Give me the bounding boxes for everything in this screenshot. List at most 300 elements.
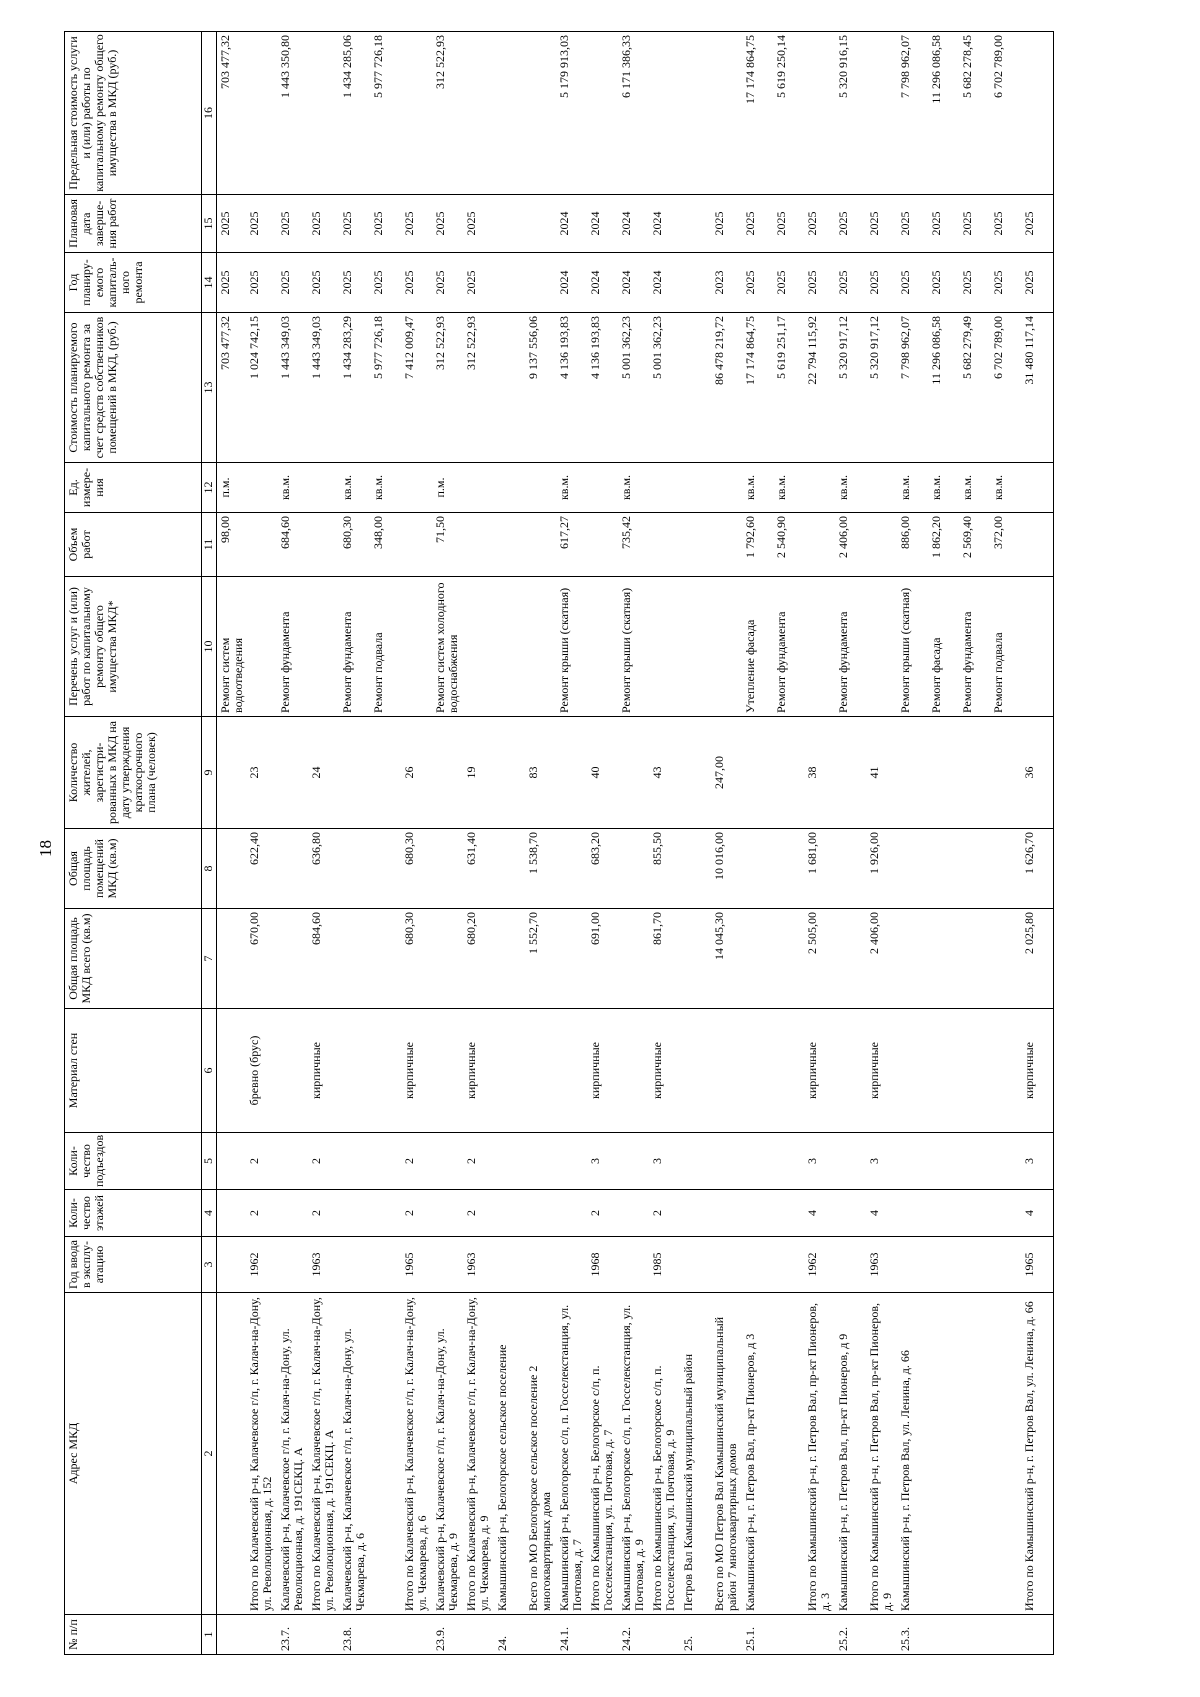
table-row (248, 32, 279, 1655)
column-number: 11 (202, 513, 217, 577)
table-cell: 1 926,00 (868, 829, 899, 909)
table-cell: 2025 (868, 195, 899, 253)
table-cell: 1 792,60 (744, 513, 775, 577)
table-cell: 312 522,93 (465, 313, 496, 463)
table-cell: 5 320 917,12 (868, 313, 899, 463)
table-cell: 1963 (868, 1237, 899, 1293)
table-cell: 43 (651, 717, 682, 829)
table-cell: 24.1. (558, 1615, 589, 1655)
table-row (341, 32, 372, 1655)
table-cell: 2 406,00 (837, 513, 868, 577)
table-cell: Камышинский р-н, Белогорское с/п, п. Госселекстанция, ул. Почтовая, д. 9 (620, 1293, 651, 1615)
table-cell (558, 1237, 589, 1293)
table-cell (899, 1133, 930, 1190)
table-cell: 680,20 (465, 909, 496, 1009)
table-cell (744, 829, 775, 909)
table-cell: 5 179 913,03 (558, 32, 589, 195)
table-cell: 735,42 (620, 513, 651, 577)
column-number: 2 (202, 1293, 217, 1615)
table-cell: Ремонт крыши (скатная) (620, 577, 651, 717)
table-cell: 2025 (279, 253, 310, 313)
table-cell: 2025 (899, 253, 930, 313)
table-cell (527, 253, 558, 313)
table-cell: 2025 (403, 253, 434, 313)
table-cell (217, 829, 248, 909)
table-cell: 2024 (620, 195, 651, 253)
table-cell: 24.2. (620, 1615, 651, 1655)
table-cell: 5 320 917,12 (837, 313, 868, 463)
table-cell: 2 (651, 1190, 682, 1237)
table-cell: 2 505,00 (806, 909, 837, 1009)
table-cell: кв.м. (775, 463, 806, 513)
table-cell: 25. (682, 1615, 713, 1655)
table-cell: 680,30 (403, 829, 434, 909)
header-row (65, 32, 202, 1655)
table-cell (496, 829, 527, 909)
table-cell (682, 829, 713, 909)
table-cell (899, 1009, 930, 1133)
column-header: Год ввода в эксплу-атацию (65, 1237, 202, 1293)
column-number: 6 (202, 1009, 217, 1133)
table-row (1023, 32, 1054, 1655)
table-cell: 2025 (837, 253, 868, 313)
table-cell: кв.м. (279, 463, 310, 513)
table-cell: 1963 (310, 1237, 341, 1293)
table-cell (713, 463, 744, 513)
table-row (806, 32, 837, 1655)
table-cell: 31 480 117,14 (1023, 313, 1054, 463)
table-cell (961, 1190, 992, 1237)
table-cell (1023, 32, 1054, 195)
table-row (372, 32, 403, 1655)
table-cell: 684,60 (279, 513, 310, 577)
table-cell (217, 717, 248, 829)
table-row (310, 32, 341, 1655)
table-row (620, 32, 651, 1655)
table-cell (217, 1615, 248, 1655)
table-cell: кв.м. (372, 463, 403, 513)
table-cell: кирпичные (651, 1009, 682, 1133)
table-cell (558, 1133, 589, 1190)
table-cell: кирпичные (806, 1009, 837, 1133)
table-cell: 5 682 279,49 (961, 313, 992, 463)
table-cell (248, 577, 279, 717)
table-cell (930, 1237, 961, 1293)
table-cell: Итого по Камышинский р-н, г. Петров Вал, ул. Ленина, д. 66 (1023, 1293, 1054, 1615)
table-cell: 23.9. (434, 1615, 465, 1655)
table-row (992, 32, 1023, 1655)
table-cell: 2025 (1023, 195, 1054, 253)
table-cell: Всего по МО Белогорское сельское поселение 2 многоквартирных дома (527, 1293, 558, 1615)
table-cell: Итого по Камышинский р-н, г. Петров Вал, пр-кт Пионеров, д. 9 (868, 1293, 899, 1615)
table-cell (992, 909, 1023, 1009)
table-cell (372, 829, 403, 909)
table-cell (651, 463, 682, 513)
table-cell (558, 1009, 589, 1133)
table-cell (217, 1133, 248, 1190)
column-header: Плановая дата заверше-ния работ (65, 195, 202, 253)
table-cell: 24 (310, 717, 341, 829)
table-cell (992, 717, 1023, 829)
column-header: Перечень услуг и (или) работ по капитальному ремонту общего имущества МКД* (65, 577, 202, 717)
table-cell (930, 1009, 961, 1133)
table-cell: 26 (403, 717, 434, 829)
table-cell: 1962 (248, 1237, 279, 1293)
table-cell: 1 443 350,80 (279, 32, 310, 195)
column-header: Коли-чество этажей (65, 1190, 202, 1237)
page-number: 18 (36, 840, 55, 857)
table-cell (992, 1009, 1023, 1133)
table-cell: 40 (589, 717, 620, 829)
table-cell: Ремонт фундамента (961, 577, 992, 717)
table-row (496, 32, 527, 1655)
table-cell: 2025 (434, 195, 465, 253)
table-cell: 2025 (775, 253, 806, 313)
table-cell: 2025 (403, 195, 434, 253)
table-cell: Ремонт подвала (372, 577, 403, 717)
table-cell: 5 001 362,23 (620, 313, 651, 463)
table-cell: 1 434 285,06 (341, 32, 372, 195)
table-cell: 5 977 726,18 (372, 313, 403, 463)
table-cell: 23.7. (279, 1615, 310, 1655)
table-cell: 2 (403, 1133, 434, 1190)
table-cell: 2025 (713, 195, 744, 253)
table-cell (899, 909, 930, 1009)
table-cell (868, 1615, 899, 1655)
table-cell: 98,00 (217, 513, 248, 577)
table-cell (1023, 463, 1054, 513)
table-cell: 7 798 962,07 (899, 313, 930, 463)
table-cell (930, 909, 961, 1009)
column-number: 1 (202, 1615, 217, 1655)
table-cell (341, 1133, 372, 1190)
column-header: Материал стен (65, 1009, 202, 1133)
table-cell: 855,50 (651, 829, 682, 909)
table-cell (620, 829, 651, 909)
table-row (589, 32, 620, 1655)
table-cell: 2025 (961, 195, 992, 253)
table-cell (961, 829, 992, 909)
table-cell: 1 443 349,03 (310, 313, 341, 463)
table-cell (372, 1009, 403, 1133)
table-cell: 312 522,93 (434, 313, 465, 463)
table-cell (434, 1190, 465, 1237)
table-cell (465, 1615, 496, 1655)
table-cell: 2025 (465, 253, 496, 313)
table-cell: 2 569,40 (961, 513, 992, 577)
table-cell (713, 32, 744, 195)
table-cell (682, 253, 713, 313)
table-cell: 1965 (403, 1237, 434, 1293)
table-cell (682, 717, 713, 829)
table-cell: 1962 (806, 1237, 837, 1293)
table-cell: Итого по Камышинский р-н, г. Петров Вал, пр-кт Пионеров, д. 3 (806, 1293, 837, 1615)
table-cell (527, 1190, 558, 1237)
table-cell: 2025 (217, 195, 248, 253)
table-cell (899, 829, 930, 909)
table-cell: кирпичные (310, 1009, 341, 1133)
table-row (558, 32, 589, 1655)
table-cell (310, 463, 341, 513)
table-cell (682, 195, 713, 253)
table-cell: Итого по Камышинский р-н, Белогорское с/п, п. Госселекстанция, ул. Почтовая, д. 7 (589, 1293, 620, 1615)
table-cell (341, 909, 372, 1009)
table-cell (620, 1133, 651, 1190)
table-cell: 41 (868, 717, 899, 829)
table-cell: 2023 (713, 253, 744, 313)
column-number: 12 (202, 463, 217, 513)
table-cell: 2025 (775, 195, 806, 253)
table-cell: Утепление фасада (744, 577, 775, 717)
table-cell: 2024 (589, 253, 620, 313)
table-cell (279, 1133, 310, 1190)
table-cell (992, 829, 1023, 909)
table-cell: 6 702 789,00 (992, 32, 1023, 195)
column-number: 13 (202, 313, 217, 463)
table-cell: 312 522,93 (434, 32, 465, 195)
table-cell (496, 253, 527, 313)
table-cell: 2025 (248, 195, 279, 253)
table-cell (806, 1615, 837, 1655)
column-number: 3 (202, 1237, 217, 1293)
table-cell (992, 1133, 1023, 1190)
table-cell (930, 717, 961, 829)
column-header: Объем работ (65, 513, 202, 577)
table-cell: 2025 (372, 253, 403, 313)
table-cell (713, 1133, 744, 1190)
table-cell: Итого по Камышинский р-н, Белогорское с/п, п. Госселекстанция, ул. Почтовая, д. 9 (651, 1293, 682, 1615)
table-cell (651, 513, 682, 577)
table-cell (403, 463, 434, 513)
table-cell (496, 577, 527, 717)
table-cell (527, 1615, 558, 1655)
table-cell (620, 1237, 651, 1293)
table-cell: п.м. (217, 463, 248, 513)
table-cell (930, 1615, 961, 1655)
table-cell (744, 1190, 775, 1237)
table-cell (682, 909, 713, 1009)
table-cell: Калачевский р-н, Калачевское г/п, г. Калач-на-Дону, ул. Чекмарева, д. 6 (341, 1293, 372, 1615)
table-cell: кв.м. (837, 463, 868, 513)
table-cell (744, 717, 775, 829)
table-cell (310, 32, 341, 195)
table-cell: Ремонт крыши (скатная) (558, 577, 589, 717)
table-cell: 3 (651, 1133, 682, 1190)
table-cell (558, 1190, 589, 1237)
table-cell: Итого по Калачевский р-н, Калачевское г/п, г. Калач-на-Дону, ул. Чекмарева, д. 9 (465, 1293, 496, 1615)
table-cell (496, 1237, 527, 1293)
table-row (868, 32, 899, 1655)
table-cell (465, 513, 496, 577)
table-cell: 24. (496, 1615, 527, 1655)
table-cell (527, 195, 558, 253)
table-cell (992, 1615, 1023, 1655)
table-cell (341, 1190, 372, 1237)
table-cell (775, 1293, 806, 1615)
table-cell: кв.м. (992, 463, 1023, 513)
table-cell (992, 1293, 1023, 1615)
table-row (279, 32, 310, 1655)
table-cell: 2025 (992, 195, 1023, 253)
table-cell (961, 1237, 992, 1293)
table-cell (279, 1237, 310, 1293)
table-cell (899, 717, 930, 829)
table-cell: 23.8. (341, 1615, 372, 1655)
table-row (713, 32, 744, 1655)
table-cell (837, 829, 868, 909)
table-cell (372, 1133, 403, 1190)
table-cell (589, 577, 620, 717)
table-cell (806, 463, 837, 513)
table-cell (496, 463, 527, 513)
repair-plan-table (64, 31, 1054, 1655)
column-header: Предельная стоимость услуги и (или) работы по капитальному ремонту общего имущества в МКД (руб.) (65, 32, 202, 195)
table-cell: 2 540,90 (775, 513, 806, 577)
table-cell: Ремонт подвала (992, 577, 1023, 717)
column-header: Общая площадь помещений МКД (кв.м) (65, 829, 202, 909)
table-cell (279, 909, 310, 1009)
column-number: 4 (202, 1190, 217, 1237)
table-cell: Петров Вал Камышинский муниципальный район (682, 1293, 713, 1615)
column-header: Стоимость планируемого капитального ремонта за счет средств собственников помещений в МКД, (руб.) (65, 313, 202, 463)
table-cell (713, 1190, 744, 1237)
table-cell: Ремонт фундамента (775, 577, 806, 717)
table-cell (651, 32, 682, 195)
table-cell: кв.м. (558, 463, 589, 513)
table-cell: 19 (465, 717, 496, 829)
table-cell: 25.2. (837, 1615, 868, 1655)
table-row (434, 32, 465, 1655)
table-cell: 622,40 (248, 829, 279, 909)
table-row (651, 32, 682, 1655)
table-cell: 2025 (465, 195, 496, 253)
table-cell: бревно (брус) (248, 1009, 279, 1133)
table-cell (713, 1009, 744, 1133)
table-cell (496, 513, 527, 577)
table-cell (837, 1190, 868, 1237)
table-cell (310, 513, 341, 577)
table-cell: кв.м. (744, 463, 775, 513)
table-cell: 6 702 789,00 (992, 313, 1023, 463)
table-cell: 2025 (744, 253, 775, 313)
table-cell: 2025 (217, 253, 248, 313)
table-cell (682, 577, 713, 717)
table-cell (682, 1237, 713, 1293)
table-cell (682, 463, 713, 513)
table-cell: 1963 (465, 1237, 496, 1293)
table-cell (372, 909, 403, 1009)
table-cell: 38 (806, 717, 837, 829)
table-cell: 2 406,00 (868, 909, 899, 1009)
table-cell: 5 977 726,18 (372, 32, 403, 195)
table-cell (651, 577, 682, 717)
table-cell (496, 1009, 527, 1133)
table-cell (279, 1190, 310, 1237)
table-cell: 2024 (558, 195, 589, 253)
table-cell (775, 717, 806, 829)
table-cell: 25.1. (744, 1615, 775, 1655)
table-cell: Ремонт систем водоотведения (217, 577, 248, 717)
table-cell (589, 1615, 620, 1655)
column-header: Количество жителей, зарегистри-рованных в МКД на дату утверждения краткосрочного плана (человек) (65, 717, 202, 829)
table-cell: 1 538,70 (527, 829, 558, 909)
table-cell (310, 1615, 341, 1655)
table-cell: 2025 (341, 195, 372, 253)
table-cell: кв.м. (899, 463, 930, 513)
table-cell (1023, 1615, 1054, 1655)
table-cell: 5 682 278,45 (961, 32, 992, 195)
table-row (217, 32, 248, 1655)
table-cell (465, 463, 496, 513)
table-cell (930, 1133, 961, 1190)
table-cell: 2025 (279, 195, 310, 253)
table-cell (403, 513, 434, 577)
table-cell (279, 717, 310, 829)
table-cell (341, 1009, 372, 1133)
table-cell: 14 045,30 (713, 909, 744, 1009)
table-cell (248, 513, 279, 577)
table-cell: Камышинский р-н, г. Петров Вал, пр-кт Пионеров, д 3 (744, 1293, 775, 1615)
table-cell (651, 1615, 682, 1655)
table-cell: 2025 (899, 195, 930, 253)
table-cell: 372,00 (992, 513, 1023, 577)
table-cell (372, 1615, 403, 1655)
table-cell: 1 681,00 (806, 829, 837, 909)
table-cell: кирпичные (868, 1009, 899, 1133)
column-number: 5 (202, 1133, 217, 1190)
table-cell (527, 1009, 558, 1133)
table-cell (341, 829, 372, 909)
table-cell (837, 909, 868, 1009)
table-cell (496, 717, 527, 829)
table-cell: 6 171 386,33 (620, 32, 651, 195)
table-cell: 2025 (434, 253, 465, 313)
table-cell (527, 577, 558, 717)
table-cell: 5 619 251,17 (775, 313, 806, 463)
table-cell: 2025 (310, 253, 341, 313)
table-cell: 1965 (1023, 1237, 1054, 1293)
table-cell (620, 717, 651, 829)
table-cell: Камышинский р-н, г. Петров Вал, ул. Ленина, д. 66 (899, 1293, 930, 1615)
table-cell: 2024 (651, 195, 682, 253)
table-cell (496, 32, 527, 195)
table-cell (806, 32, 837, 195)
table-cell: 886,00 (899, 513, 930, 577)
table-cell: 2024 (651, 253, 682, 313)
table-cell (372, 1190, 403, 1237)
table-cell: 2025 (806, 195, 837, 253)
table-cell (713, 577, 744, 717)
table-cell: 631,40 (465, 829, 496, 909)
table-cell: 2 (465, 1190, 496, 1237)
table-cell: 23 (248, 717, 279, 829)
table-cell: 11 296 086,58 (930, 32, 961, 195)
column-header: № п/п (65, 1615, 202, 1655)
table-cell: 2025 (930, 195, 961, 253)
table-cell: 5 320 916,15 (837, 32, 868, 195)
table-cell: Ремонт фундамента (837, 577, 868, 717)
table-cell: 2025 (248, 253, 279, 313)
table-cell: Калачевский р-н, Калачевское г/п, г. Калач-на-Дону, ул. Революционная, д. 191СЕКЦ. А (279, 1293, 310, 1615)
table-cell (868, 577, 899, 717)
column-number: 14 (202, 253, 217, 313)
table-cell: 670,00 (248, 909, 279, 1009)
table-cell (837, 717, 868, 829)
table-cell (713, 513, 744, 577)
table-cell (775, 1133, 806, 1190)
table-cell: 2024 (558, 253, 589, 313)
table-cell (868, 513, 899, 577)
